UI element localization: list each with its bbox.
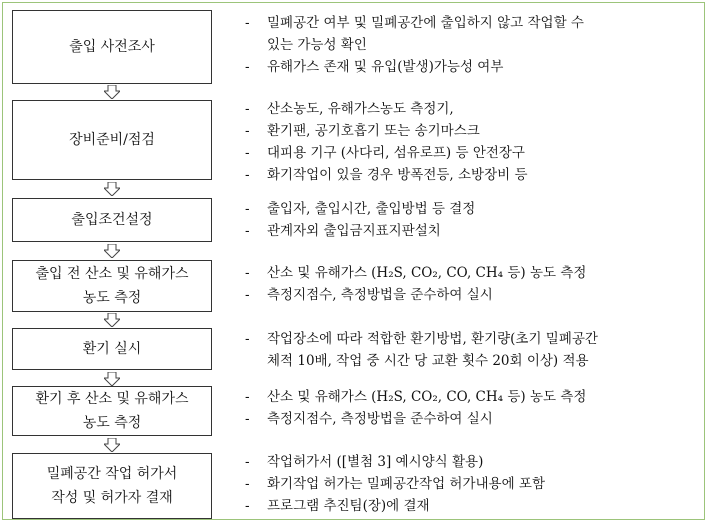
step-title-line: 출입 전 산소 및 유해가스 <box>35 266 189 282</box>
bullet-item: - 환기팬, 공기호흡기 또는 송기마스크 <box>245 120 703 142</box>
step-box-pre-survey <box>12 10 212 84</box>
bullet-line: 출입자, 출입시간, 출입방법 등 결정 <box>267 201 476 217</box>
step-box-ventilation <box>12 328 212 370</box>
bullet-item: - 출입자, 출입시간, 출입방법 등 결정 <box>245 198 703 220</box>
bullet-line: 작업허가서 ([별첨 3] 예시양식 활용) <box>267 454 484 470</box>
bullet-item: - 산소 및 유해가스 (H₂S, CO₂, CO, CH₄ 등) 농도 측정 <box>245 262 703 284</box>
bullet-item: - 산소 및 유해가스 (H₂S, CO₂, CO, CH₄ 등) 농도 측정 <box>245 386 703 408</box>
step-bullets-post-ventilation-measurement <box>245 386 703 430</box>
bullet-line: 측정지점수, 측정방법을 준수하여 실시 <box>267 411 493 427</box>
bullet-item: - 밀폐공간 여부 및 밀폐공간에 출입하지 않고 작업할 수 있는 가능성 확인 <box>245 15 584 53</box>
bullet-line: 환기팬, 공기호흡기 또는 송기마스크 <box>267 123 480 139</box>
step-bullets-ventilation <box>245 328 703 372</box>
step-title-line: 농도 측정 <box>82 290 142 306</box>
bullet-line: 대피용 기구 (사다리, 섬유로프) 등 안전장구 <box>267 145 525 161</box>
bullet-item: - 관계자외 출입금지표지판설치 <box>245 220 703 242</box>
step-title: 출입 사전조사 <box>69 39 155 55</box>
step-title-line: 작성 및 허가자 결재 <box>51 490 173 506</box>
bullet-item: - 화기작업 허가는 밀폐공간작업 허가내용에 포함 <box>245 473 703 495</box>
bullet-item: - 작업장소에 따라 적합한 환기방법, 환기량(초기 밀폐공간 체적 10배, 작업 중 시간 당 교환 횟수 20회 이상) 적용 <box>245 331 598 369</box>
step-bullets-equipment <box>245 98 703 186</box>
down-arrow-icon <box>104 182 120 196</box>
step-title: 환기 실시 <box>82 341 142 357</box>
down-arrow-icon <box>104 244 120 258</box>
step-bullets-pre-survey <box>245 12 703 78</box>
bullet-line: 유해가스 존재 및 유입(발생)가능성 여부 <box>267 59 504 75</box>
bullet-line: 측정지점수, 측정방법을 준수하여 실시 <box>267 287 493 303</box>
step-bullets-entry-conditions <box>245 198 703 242</box>
bullet-item: - 대피용 기구 (사다리, 섬유로프) 등 안전장구 <box>245 142 703 164</box>
bullet-line: 관계자외 출입금지표지판설치 <box>267 223 441 239</box>
bullet-line: 산소농도, 유해가스농도 측정기, <box>267 101 454 117</box>
step-title: 장비준비/점검 <box>69 132 155 148</box>
bullet-item: - 작업허가서 ([별첨 3] 예시양식 활용) <box>245 451 703 473</box>
step-box-work-permit <box>12 453 212 519</box>
step-bullets-pre-entry-measurement <box>245 262 703 306</box>
bullet-line: 체적 10배, 작업 중 시간 당 교환 횟수 20회 이상) 적용 <box>267 353 589 369</box>
bullet-line: 프로그램 추진팀(장)에 결재 <box>267 498 430 514</box>
bullet-item: - 유해가스 존재 및 유입(발생)가능성 여부 <box>245 56 703 78</box>
step-box-post-ventilation-measurement <box>12 386 212 436</box>
bullet-line: 산소 및 유해가스 (H₂S, CO₂, CO, CH₄ 등) 농도 측정 <box>267 389 587 405</box>
bullet-item: - 화기작업이 있을 경우 방폭전등, 소방장비 등 <box>245 164 703 186</box>
down-arrow-icon <box>104 438 120 452</box>
down-arrow-icon <box>104 372 120 386</box>
bullet-item: - 산소농도, 유해가스농도 측정기, <box>245 98 703 120</box>
step-box-pre-entry-measurement <box>12 260 212 312</box>
step-bullets-work-permit <box>245 451 703 517</box>
step-box-equipment <box>12 100 212 180</box>
step-title-line: 농도 측정 <box>82 415 142 431</box>
bullet-item: - 프로그램 추진팀(장)에 결재 <box>245 495 703 517</box>
step-title-line: 밀폐공간 작업 허가서 <box>46 466 178 482</box>
bullet-item: - 측정지점수, 측정방법을 준수하여 실시 <box>245 284 703 306</box>
down-arrow-icon <box>104 313 120 327</box>
bullet-line: 있는 가능성 확인 <box>267 37 367 53</box>
bullet-line: 작업장소에 따라 적합한 환기방법, 환기량(초기 밀폐공간 <box>267 331 598 347</box>
step-title: 출입조건설정 <box>71 212 153 228</box>
bullet-item: - 측정지점수, 측정방법을 준수하여 실시 <box>245 408 703 430</box>
bullet-line: 밀폐공간 여부 및 밀폐공간에 출입하지 않고 작업할 수 <box>267 15 584 31</box>
step-box-entry-conditions <box>12 198 212 242</box>
bullet-line: 산소 및 유해가스 (H₂S, CO₂, CO, CH₄ 등) 농도 측정 <box>267 265 587 281</box>
bullet-line: 화기작업 허가는 밀폐공간작업 허가내용에 포함 <box>267 476 545 492</box>
down-arrow-icon <box>104 85 120 99</box>
bullet-line: 화기작업이 있을 경우 방폭전등, 소방장비 등 <box>267 167 528 183</box>
step-title-line: 환기 후 산소 및 유해가스 <box>35 391 189 407</box>
